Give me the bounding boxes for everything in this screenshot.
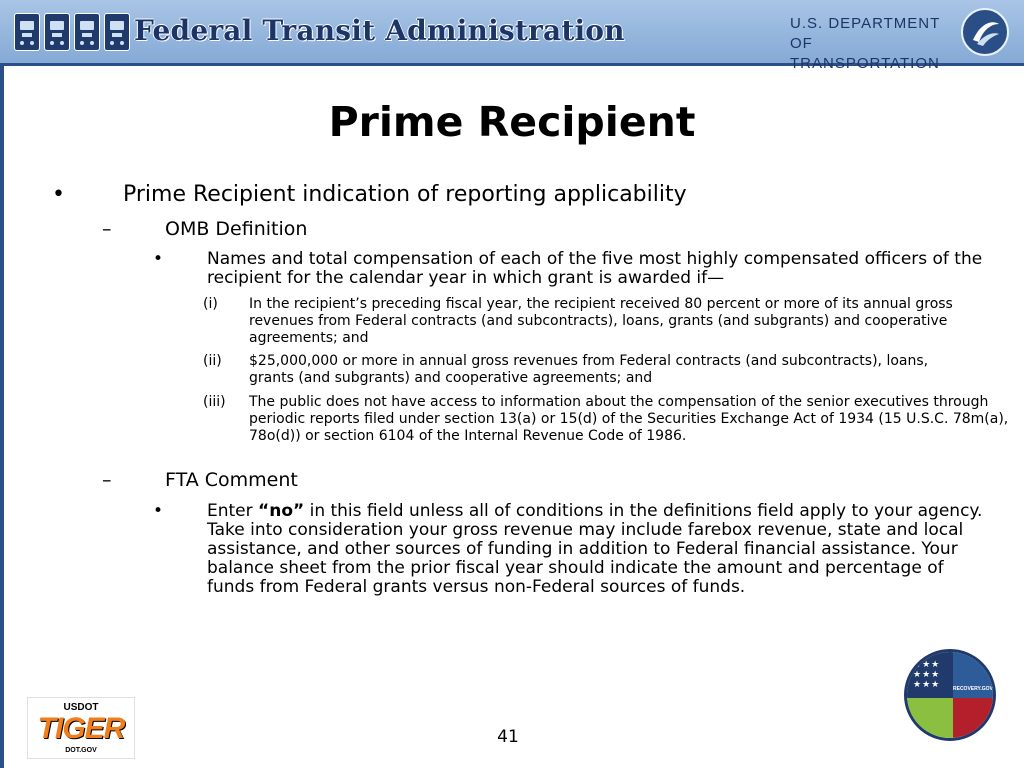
agency-name: Federal Transit Administration xyxy=(134,14,625,47)
recovery-seal-icon: ★★★ ★★★ ★★★ RECOVERY.GOV xyxy=(904,649,996,741)
train-icon xyxy=(74,13,100,51)
bullet-marker: • xyxy=(153,249,164,269)
slide-title: Prime Recipient xyxy=(328,98,696,146)
condition-text: $25,000,000 or more in annual gross revenues from Federal contracts (and subcontracts), loans, grants (and subgrants) and cooperative agreements; and xyxy=(249,353,929,386)
condition-text: The public does not have access to information about the compensation of the senior executives through periodic reports filed under section 13(a) or 15(d) of the Securities Exchange Act of 1934 (15 U.S.C. 78m(a), 78o(d)) or section 6104 of the Internal Revenue Code of 1986. xyxy=(249,394,1009,444)
department-line-1: U.S. DEPARTMENT OF xyxy=(790,15,941,52)
dash-marker: – xyxy=(102,218,112,240)
tiger-logo-bottom: DOT.GOV xyxy=(65,747,97,754)
page-number: 41 xyxy=(497,727,519,747)
bullet-marker: • xyxy=(52,182,65,207)
condition-marker: (i) xyxy=(203,296,218,312)
rail-icon xyxy=(44,13,70,51)
tiger-logo-main: TIGER xyxy=(37,712,125,745)
left-accent-rule xyxy=(0,66,4,768)
omb-bullet-text: Names and total compensation of each of the five most highly compensated officers of the recipient for the calendar year in which grant is awarded if— xyxy=(207,249,983,288)
department-name xyxy=(790,14,960,74)
fta-prefix: Enter xyxy=(207,501,259,521)
recovery-seal-text: RECOVERY.GOV xyxy=(953,686,993,692)
transit-mode-icons xyxy=(14,13,130,51)
tiger-logo xyxy=(27,697,135,759)
tiger-logo-top: USDOT xyxy=(63,702,99,713)
omb-heading: OMB Definition xyxy=(165,218,308,240)
fta-heading: FTA Comment xyxy=(165,469,298,491)
dash-marker: – xyxy=(102,469,112,491)
dot-logo-icon xyxy=(961,8,1009,56)
bullet-marker: • xyxy=(153,501,164,521)
fta-bullet-text xyxy=(207,502,992,597)
ferry-icon xyxy=(104,13,130,51)
header-banner xyxy=(0,0,1024,72)
department-line-2: TRANSPORTATION xyxy=(790,55,940,72)
condition-marker: (ii) xyxy=(203,353,222,369)
fta-rest: in this field unless all of conditions in the definitions field apply to your agency. Take into consideration your gross revenue may include farebox revenue, state and local assistance, and other sources of funding in addition to Federal financial assistance. Your balance sheet from the prior fiscal year should indicate the amount and percentage of funds from Federal grants versus non-Federal sources of funds. xyxy=(207,501,983,597)
bullet-applicability: Prime Recipient indication of reporting applicability xyxy=(123,182,687,207)
bus-icon xyxy=(14,13,40,51)
fta-no-emphasis: “no” xyxy=(258,501,305,521)
condition-text: In the recipient’s preceding fiscal year, the recipient received 80 percent or more of its annual gross revenues from Federal contracts (and subcontracts), loans, grants (and subgrants) and cooperative agreements; and xyxy=(249,296,953,346)
condition-marker: (iii) xyxy=(203,394,226,410)
